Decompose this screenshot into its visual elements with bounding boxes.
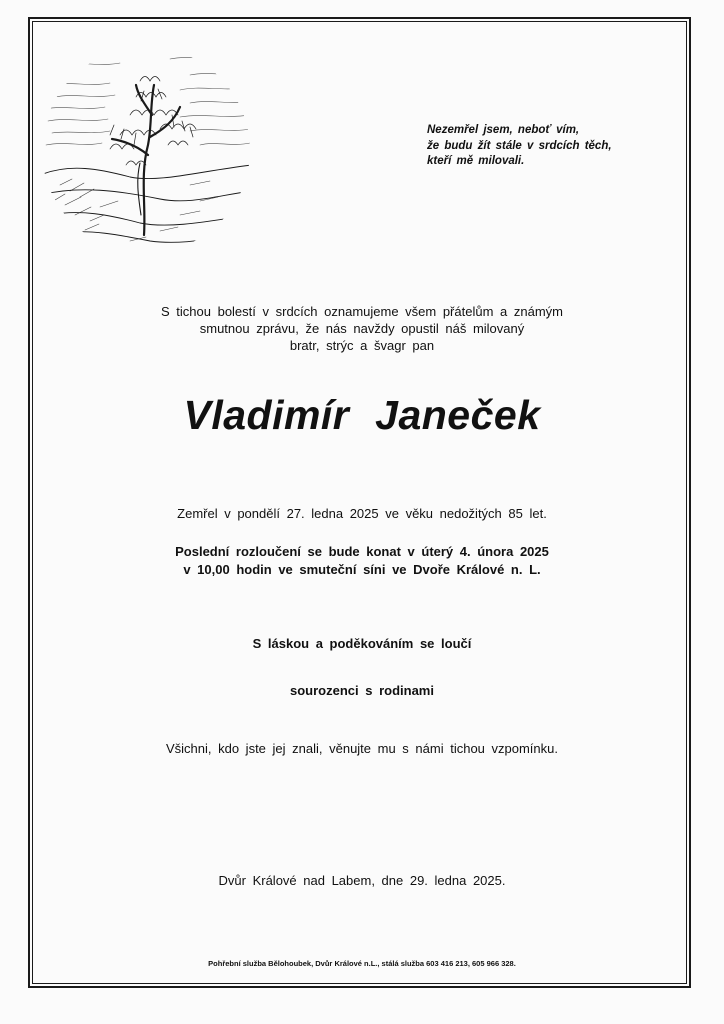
funeral-line: Poslední rozloučení se bude konat v úterý 4. února 2025 [175,544,549,559]
death-info: Zemřel v pondělí 27. ledna 2025 ve věku nedožitých 85 let. [177,506,547,521]
funeral-service-footer: Pohřební služba Bělohoubek, Dvůr Králové n.L., stálá služba 603 416 213, 605 966 328. [208,959,516,968]
farewell-line: S láskou a poděkováním se loučí [252,636,472,651]
family-signature: sourozenci s rodinami [290,683,434,698]
motto-line: že budu žít stále v srdcích těch, [427,139,612,152]
funeral-line: v 10,00 hodin ve smuteční síni ve Dvoře Králové n. L. [183,562,541,577]
remembrance-appeal: Všichni, kdo jste jej znali, věnujte mu s námi tichou vzpomínku. [165,741,558,756]
tree-landscape-illustration [40,45,252,255]
intro-line: bratr, strýc a švagr pan [289,338,435,353]
motto-line: Nezemřel jsem, neboť vím, [427,124,580,136]
announcement-intro [0,303,724,354]
intro-line: S tichou bolestí v srdcích oznamujeme všem přátelům a známým [161,304,563,319]
motto-line: kteří mě milovali. [427,155,525,167]
deceased-name: Vladimír Janeček [183,392,541,438]
place-and-date: Dvůr Králové nad Labem, dne 29. ledna 2025. [218,873,506,888]
memorial-motto [427,123,667,170]
intro-line: smutnou zprávu, že nás navždy opustil náš milovaný [199,321,525,336]
funeral-info [0,543,724,579]
